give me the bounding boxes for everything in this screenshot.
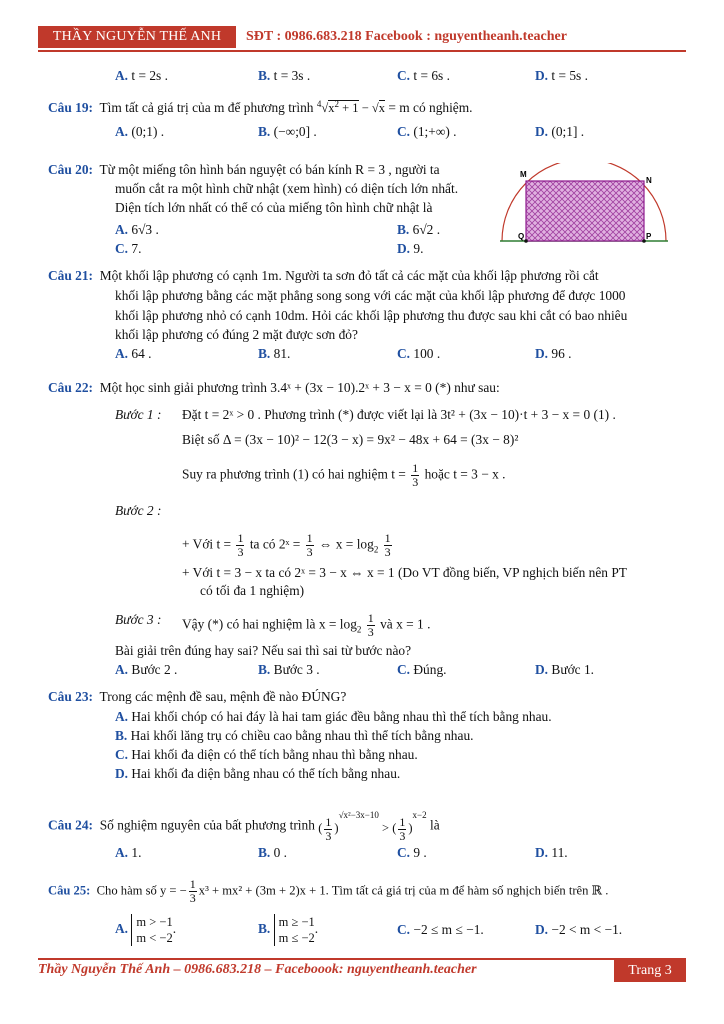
q25-stem: Câu 25: Cho hàm số y = − $\frac{1}{3}$ x³ + mx² + (3m + 2)x + 1. Tìm tất cả giá trị của m để hàm số nghịch biến trên ℝ .: [48, 877, 609, 905]
q23-option-d: D. Hai khối đa diện bằng nhau có thể tích bằng nhau.: [115, 766, 401, 781]
q19-root-expression: $^4√x^2 + 1 - √x$: [316, 99, 385, 116]
q22-step3-line: Vậy (*) có hai nghiệm là $x = \log_2$ $\frac{1}{3}$ và x = 1 .: [182, 611, 431, 639]
q20-option-b: B. 6√2 .: [397, 222, 441, 237]
q25-option-b: B. m ≥ −1 m ≤ −2 .: [258, 915, 319, 945]
q24-option-b: B. 0 .: [258, 845, 288, 860]
q22-option-a: A. Bước 2 .: [115, 662, 178, 677]
q20-stem-line3: Diện tích lớn nhất có thể có của miếng tôn hình chữ nhật là: [115, 200, 433, 215]
footer-text: Thầy Nguyễn Thế Anh – 0986.683.218 – Faceboook: nguyentheanh.teacher: [38, 962, 477, 977]
page-number: Trang 3: [614, 960, 686, 982]
q19-stem: Câu 19: Tìm tất cả giá trị của m để phương trình $^4√x^2 + 1 - √x = m$ có nghiệm.: [48, 99, 473, 116]
q18-option-a: A. t = 2s .: [115, 68, 168, 83]
q19-option-b: B. (−∞;0] .: [258, 124, 317, 139]
q25-option-a: A. m > −1 m < −2 .: [115, 915, 177, 945]
q19-option-c: C. (1;+∞) .: [397, 124, 457, 139]
q20-option-c: C. 7.: [115, 241, 142, 256]
semicircle-rectangle-figure: [496, 163, 676, 249]
q24-option-a: A. 1.: [115, 845, 142, 860]
q20-option-d: D. 9.: [397, 241, 424, 256]
q25-option-c: C. −2 ≤ m ≤ −1.: [397, 922, 484, 937]
q22-option-c: C. Đúng.: [397, 662, 447, 677]
figure-label-p: P: [646, 232, 652, 241]
q21-option-b: B. 81.: [258, 346, 291, 361]
q22-step1-line2: Biệt số Δ = (3x − 10)² − 12(3 − x) = 9x² − 48x + 64 = (3x − 8)²: [182, 432, 519, 447]
header-divider: [38, 50, 686, 52]
q23-option-b: B. Hai khối lăng trụ có chiều cao bằng nhau thì thể tích bằng nhau.: [115, 728, 474, 743]
q24-stem: Câu 24: Số nghiệm nguyên của bất phương trình ( $\frac{1}{3}$ )$^{√x^2-3x-10}$ > ( $\frac{1}{3}$ )$^{x-2}$ là: [48, 810, 440, 843]
q21-option-d: D. 96 .: [535, 346, 572, 361]
q21-stem-line1: Câu 21: Một khối lập phương có cạnh 1m. Người ta sơn đỏ tất cả các mặt của khối lập phương rồi cắt: [48, 268, 599, 283]
q20-option-a: A. 6√3 .: [115, 222, 159, 237]
q22-step2-label: Bước 2 :: [115, 503, 162, 518]
q22-step2-line1: + Với t = $\frac{1}{3}$ ta có 2ˣ = $\frac{1}{3}$ ⇔ $x = \log_2$ $\frac{1}{3}$: [182, 531, 391, 559]
q19-option-a: A. (0;1) .: [115, 124, 165, 139]
header-info: SĐT : 0986.683.218 Facebook : nguyentheanh.teacher: [246, 29, 567, 44]
q23-option-c: C. Hai khối đa diện có thể tích bằng nhau thì bằng nhau.: [115, 747, 418, 762]
q20-stem-line2: muốn cắt ra một hình chữ nhật (xem hình) có diện tích lớn nhất.: [115, 181, 459, 196]
q21-stem-line3: khối lập phương nhỏ có cạnh 10dm. Hỏi các khối lập phương thu được sau khi cắt có bao nhiêu: [115, 308, 628, 323]
q24-option-c: C. 9 .: [397, 845, 427, 860]
q18-option-b: B. t = 3s .: [258, 68, 311, 83]
q22-question: Bài giải trên đúng hay sai? Nếu sai thì sai từ bước nào?: [115, 643, 412, 658]
q25-option-d: D. −2 < m < −1.: [535, 922, 623, 937]
q22-stem: Câu 22: Một học sinh giải phương trình 3.4ˣ + (3x − 10).2ˣ + 3 − x = 0 (*) như sau:: [48, 380, 500, 395]
q22-step1-line1: Đặt t = 2ˣ > 0 . Phương trình (*) được viết lại là 3t² + (3x − 10)·t + 3 − x = 0 (1) .: [182, 407, 616, 422]
q18-option-d: D. t = 5s .: [535, 68, 588, 83]
q23-stem: Câu 23: Trong các mệnh đề sau, mệnh đề nào ĐÚNG?: [48, 689, 347, 704]
figure-label-m: M: [520, 170, 527, 179]
q21-option-a: A. 64 .: [115, 346, 152, 361]
q22-option-b: B. Bước 3 .: [258, 662, 320, 677]
q24-inequality: ( $\frac{1}{3}$ )$^{√x^2-3x-10}$ > ( $\frac{1}{3}$ )$^{x-2}$: [318, 810, 427, 843]
q18-option-c: C. t = 6s .: [397, 68, 450, 83]
q24-option-d: D. 11.: [535, 845, 568, 860]
q21-stem-line2: khối lập phương bằng các mặt phẳng song song với các mặt của khối lập phương để được 1000: [115, 288, 626, 303]
q19-option-d: D. (0;1] .: [535, 124, 585, 139]
footer-divider: [38, 958, 686, 960]
header-name: THẦY NGUYỄN THẾ ANH: [38, 26, 236, 48]
q22-option-d: D. Bước 1.: [535, 662, 594, 677]
q21-stem-line4: khối lập phương có đúng 2 mặt được sơn đỏ?: [115, 327, 358, 342]
q22-step1-label: Bước 1 :: [115, 407, 162, 422]
q23-option-a: A. Hai khối chóp có hai đáy là hai tam giác đều bằng nhau thì thể tích bằng nhau.: [115, 709, 552, 724]
q22-step3-label: Bước 3 :: [115, 612, 162, 627]
q21-option-c: C. 100 .: [397, 346, 441, 361]
q22-step1-line3: Suy ra phương trình (1) có hai nghiệm t = $\frac{1}{3}$ hoặc t = 3 − x .: [182, 461, 506, 489]
figure-label-n: N: [646, 176, 652, 185]
q22-step2-line2: + Với t = 3 − x ta có 2ˣ = 3 − x ⇔ x = 1 (Do VT đồng biến, VP nghịch biến nên PT: [182, 565, 627, 580]
q22-step2-line3: có tối đa 1 nghiệm): [200, 583, 305, 598]
figure-label-q: Q: [518, 232, 525, 241]
q20-stem-line1: Câu 20: Từ một miếng tôn hình bán nguyệt có bán kính R = 3 , người ta: [48, 162, 440, 177]
